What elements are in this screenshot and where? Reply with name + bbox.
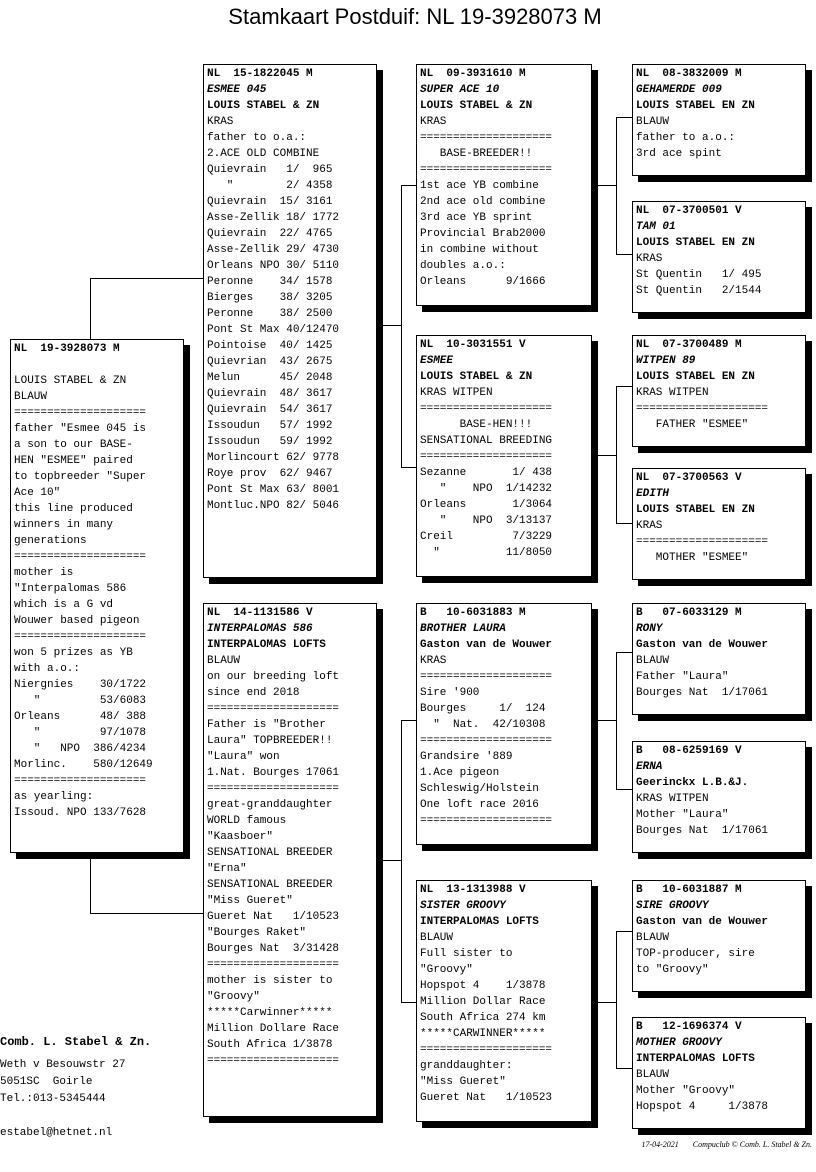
card-mother-sire [416,603,592,845]
info-line: Quievrain 22/ 4765 [207,228,333,240]
info-line: ==================== [636,536,769,548]
owner-name: INTERPALOMAS LOFTS [207,639,326,651]
info-line: Issoudun 59/ 1992 [207,436,333,448]
connector-line [616,931,617,1068]
ring-number: NL 07-3700563 V [636,472,742,484]
connector-line [90,913,204,914]
info-line: 2nd ace old combine [420,196,546,208]
info-line: ==================== [420,132,553,144]
info-line: 1.Ace pigeon [420,767,500,779]
connector-line [616,652,632,653]
owner-name: Geerinckx L.B.&J. [636,777,749,789]
ring-number: NL 08-3832009 M [636,68,742,80]
info-line: Bourges Nat 3/31428 [207,943,340,955]
info-line: " NPO 1/14232 [420,483,553,495]
info-line: won 5 prizes as YB [14,647,133,659]
card-father-sire-sire [632,64,806,176]
card-father-sire [416,64,592,306]
owner-name: INTERPALOMAS LOFTS [636,1053,755,1065]
connector-line [616,1068,632,1069]
connector-line [401,720,417,721]
info-line: Quievrian 43/ 2675 [207,356,333,368]
ring-number: B 07-6033129 M [636,607,742,619]
card-mother-sire-dam [632,741,806,853]
ring-number: NL 09-3931610 M [420,68,526,80]
card-father-dam [416,335,592,577]
info-line: Bourges 1/ 124 [420,703,546,715]
page-title: Stamkaart Postduif: NL 19-3928073 M [228,4,602,29]
info-line: Gueret Nat 1/10523 [207,911,340,923]
info-line: KRAS WITPEN [420,387,493,399]
info-line: " 97/1078 [14,727,147,739]
info-line: BASE-HEN!!! [420,419,533,431]
info-line: "Bourges Raket" [207,927,307,939]
info-line: "Miss Gueret" [420,1076,506,1088]
info-line: Pont St Max 40/12470 [207,324,340,336]
ring-number: NL 07-3700489 M [636,339,742,351]
owner-name: Gaston van de Wouwer [420,639,553,651]
info-line: Schleswig/Holstein [420,783,539,795]
info-line: Father is "Brother [207,719,326,731]
print-date: 17-04-2021 [641,1140,679,1149]
pigeon-name: SUPER ACE 10 [420,84,500,96]
breeder-phone: Tel.:013-5345444 [0,1093,106,1105]
info-line: " 2/ 4358 [207,180,333,192]
pigeon-name: RONY [636,623,663,635]
info-line: Orleans 9/1666 [420,276,546,288]
info-line: Niergnies 30/1722 [14,679,147,691]
info-line: Million Dollar Race [420,996,546,1008]
card-subject [10,339,184,853]
info-line: HEN "ESMEE" paired [14,455,133,467]
info-line: Bourges Nat 1/17061 [636,825,769,837]
info-line: father "Esmee 045 is [14,423,147,435]
info-line: "Laura" won [207,751,280,763]
info-line: since end 2018 [207,687,300,699]
footer-credit: Compuclub © Comb. L. Stabel & Zn. [692,1140,812,1149]
card-mother-dam-sire [632,880,806,992]
footer [629,1140,812,1149]
info-line: BASE-BREEDER!! [420,148,533,160]
info-line: Peronne 34/ 1578 [207,276,333,288]
card-father-dam-sire [632,335,806,447]
connector-line [597,455,616,456]
info-line: Gueret Nat 1/10523 [420,1092,553,1104]
info-line: " 11/8050 [420,547,553,559]
connector-line [616,789,632,790]
owner-name: LOUIS STABEL EN ZN [636,100,755,112]
info-line: Full sister to [420,948,513,960]
owner-name: Gaston van de Wouwer [636,639,769,651]
info-line: this line produced [14,503,133,515]
info-line: "Erna" [207,863,247,875]
owner-name: Gaston van de Wouwer [636,916,769,928]
info-line: ==================== [14,551,147,563]
info-line: KRAS [636,520,663,532]
info-line: " NPO 386/4234 [14,743,147,755]
info-line: Orleans 1/3064 [420,499,553,511]
info-line: SENSATIONAL BREEDER [207,879,333,891]
pigeon-name: ESMEE 045 [207,84,267,96]
connector-line [597,1002,616,1003]
owner-name: LOUIS STABEL EN ZN [636,237,755,249]
pigeon-name: MOTHER GROOVY [636,1037,722,1049]
info-line: KRAS WITPEN [636,387,709,399]
info-line: BLAUW [14,391,48,403]
breeder-contact [0,1034,151,1142]
info-line: ==================== [420,1044,553,1056]
info-line: BLAUW [207,655,241,667]
pigeon-name: ERNA [636,761,663,773]
info-line: on our breeding loft [207,671,340,683]
info-line: Asse-Zellik 29/ 4730 [207,244,340,256]
info-line: Hopspot 4 1/3878 [420,980,546,992]
info-line: ==================== [207,783,340,795]
info-line: Quievrain 15/ 3161 [207,196,333,208]
info-line: MOTHER "ESMEE" [636,552,749,564]
info-line: Pont St Max 63/ 8001 [207,484,340,496]
info-line: KRAS WITPEN [636,793,709,805]
info-line: which is a G vd [14,599,114,611]
connector-line [382,860,401,861]
card-mother-dam [416,880,592,1122]
info-line: St Quentin 2/1544 [636,285,762,297]
info-line: Hopspot 4 1/3878 [636,1101,769,1113]
info-line: ==================== [420,671,553,683]
connector-line [616,523,632,524]
info-line: ==================== [207,959,340,971]
info-line: KRAS [207,116,234,128]
card-father [203,64,377,578]
info-line: a son to our BASE- [14,439,133,451]
info-line: generations [14,535,87,547]
info-line: Orleans 48/ 388 [14,711,147,723]
info-line: BLAUW [636,1069,670,1081]
info-line: Million Dollare Race [207,1023,340,1035]
ring-number: B 10-6031887 M [636,884,742,896]
card-mother-sire-sire [632,603,806,715]
info-line: BLAUW [420,932,454,944]
info-line: 1st ace YB combine [420,180,539,192]
info-line: ==================== [420,403,553,415]
connector-line [90,278,91,340]
connector-line [401,185,417,186]
connector-line [616,254,632,255]
info-line: 3rd ace YB sprint [420,212,533,224]
connector-line [616,117,632,118]
info-line: KRAS [420,655,447,667]
connector-line [90,852,91,914]
info-line: Melun 45/ 2048 [207,372,333,384]
info-line: Creil 7/3229 [420,531,553,543]
breeder-email: estabel@hetnet.nl [0,1127,113,1139]
connector-line [597,185,616,186]
info-line: South Africa 274 km [420,1012,546,1024]
connector-line [382,325,401,326]
info-line: "Groovy" [420,964,473,976]
info-line: Orleans NPO 30/ 5110 [207,260,340,272]
info-line: mother is [14,567,74,579]
info-line: ==================== [207,703,340,715]
info-line: mother is sister to [207,975,333,987]
ring-number: B 08-6259169 V [636,745,742,757]
info-line: FATHER "ESMEE" [636,419,749,431]
connector-line [616,931,632,932]
info-line: Sezanne 1/ 438 [420,467,553,479]
connector-line [597,720,616,721]
info-line: Peronne 38/ 2500 [207,308,333,320]
info-line: with a.o.: [14,663,81,675]
pigeon-name: SIRE GROOVY [636,900,709,912]
owner-name: LOUIS STABEL & ZN [207,100,320,112]
info-line: Issoudun 57/ 1992 [207,420,333,432]
info-line: ==================== [420,815,553,827]
info-line: ==================== [207,1055,340,1067]
info-line: 2.ACE OLD COMBINE [207,148,320,160]
info-line: "Kaasboer" [207,831,274,843]
card-mother [203,603,377,1117]
info-line: KRAS [636,253,663,265]
info-line [14,357,183,373]
info-line: in combine without [420,244,539,256]
info-line: Mother "Laura" [636,809,729,821]
info-line: BLAUW [636,116,670,128]
ring-number: B 12-1696374 V [636,1021,742,1033]
info-line: 3rd ace spint [636,148,722,160]
info-line: " Nat. 42/10308 [420,719,546,731]
info-line: Montluc.NPO 82/ 5046 [207,500,340,512]
owner-name: LOUIS STABEL & ZN [420,100,533,112]
card-father-sire-dam [632,201,806,313]
info-line: Morlinc. 580/12649 [14,759,153,771]
info-line: One loft race 2016 [420,799,539,811]
ring-number: NL 19-3928073 M [14,343,120,355]
info-line: to "Groovy" [636,964,709,976]
info-line: Mother "Groovy" [636,1085,736,1097]
info-line: father to o.a.: [207,132,307,144]
info-line: Quievrain 48/ 3617 [207,388,333,400]
info-line: Sire '900 [420,687,480,699]
info-line: ==================== [420,735,553,747]
info-line: Bierges 38/ 3205 [207,292,333,304]
info-line: Grandsire '889 [420,751,513,763]
info-line: South Africa 1/3878 [207,1039,333,1051]
pigeon-name: WITPEN 89 [636,355,696,367]
info-line: ==================== [14,631,147,643]
pigeon-name: BROTHER LAURA [420,623,506,635]
ring-number: B 10-6031883 M [420,607,526,619]
info-line: doubles a.o.: [420,260,506,272]
pigeon-name: EDITH [636,488,670,500]
connector-line [616,652,617,789]
info-line: Provincial Brab2000 [420,228,546,240]
info-line: as yearling: [14,791,94,803]
card-father-dam-dam [632,468,806,580]
info-line: Roye prov 62/ 9467 [207,468,333,480]
info-line: "Miss Gueret" [207,895,293,907]
info-line: winners in many [14,519,114,531]
info-line: BLAUW [636,655,670,667]
connector-line [616,386,632,387]
connector-line [616,386,617,523]
info-line: " NPO 3/13137 [420,515,553,527]
owner-name: INTERPALOMAS LOFTS [420,916,539,928]
connector-line [401,185,402,467]
info-line: SENSATIONAL BREEDING [420,435,553,447]
info-line: "Interpalomas 586 [14,583,127,595]
info-line: ==================== [14,407,147,419]
info-line: *****Carwinner***** [207,1007,333,1019]
info-line: ==================== [14,775,147,787]
pigeon-name: GEHAMERDE 009 [636,84,722,96]
info-line: Wouwer based pigeon [14,615,140,627]
pigeon-name: ESMEE [420,355,454,367]
connector-line [401,1002,417,1003]
info-line: ==================== [420,164,553,176]
card-mother-dam-dam [632,1017,806,1129]
pigeon-name: SISTER GROOVY [420,900,506,912]
info-line: Father "Laura" [636,671,729,683]
breeder-address: Weth v Besouwstr 27 [0,1059,126,1071]
ring-number: NL 07-3700501 V [636,205,742,217]
connector-line [401,467,417,468]
breeder-name: Comb. L. Stabel & Zn. [0,1035,152,1049]
info-line: Ace 10" [14,487,61,499]
ring-number: NL 15-1822045 M [207,68,313,80]
info-line: to topbreeder "Super [14,471,147,483]
info-line: LOUIS STABEL & ZN [14,375,127,387]
pigeon-name: TAM 01 [636,221,676,233]
connector-line [616,117,617,254]
info-line: Laura" TOPBREEDER!! [207,735,333,747]
info-line: St Quentin 1/ 495 [636,269,762,281]
info-line: *****CARWINNER***** [420,1028,546,1040]
info-line: WORLD famous [207,815,287,827]
info-line: Pointoise 40/ 1425 [207,340,333,352]
info-line: SENSATIONAL BREEDER [207,847,333,859]
pigeon-name: INTERPALOMAS 586 [207,623,313,635]
owner-name: LOUIS STABEL EN ZN [636,504,755,516]
info-line: Morlincourt 62/ 9778 [207,452,340,464]
info-line: BLAUW [636,932,670,944]
owner-name: LOUIS STABEL & ZN [420,371,533,383]
owner-name: LOUIS STABEL EN ZN [636,371,755,383]
breeder-city: 5051SC Goirle [0,1076,93,1088]
info-line: Asse-Zellik 18/ 1772 [207,212,340,224]
connector-line [90,278,204,279]
info-line: "Groovy" [207,991,260,1003]
info-line: 1.Nat. Bourges 17061 [207,767,340,779]
ring-number: NL 14-1131586 V [207,607,313,619]
info-line: KRAS [420,116,447,128]
info-line: Quievrain 54/ 3617 [207,404,333,416]
info-line: great-granddaughter [207,799,333,811]
info-line: ==================== [636,403,769,415]
connector-line [401,720,402,1002]
info-line: father to a.o.: [636,132,736,144]
ring-number: NL 13-1313988 V [420,884,526,896]
info-line: TOP-producer, sire [636,948,755,960]
ring-number: NL 10-3031551 V [420,339,526,351]
info-line: Quievrain 1/ 965 [207,164,333,176]
info-line: Issoud. NPO 133/7628 [14,807,147,819]
info-line: Bourges Nat 1/17061 [636,687,769,699]
info-line: granddaughter: [420,1060,513,1072]
info-line: ==================== [420,451,553,463]
info-line: " 53/6083 [14,695,147,707]
